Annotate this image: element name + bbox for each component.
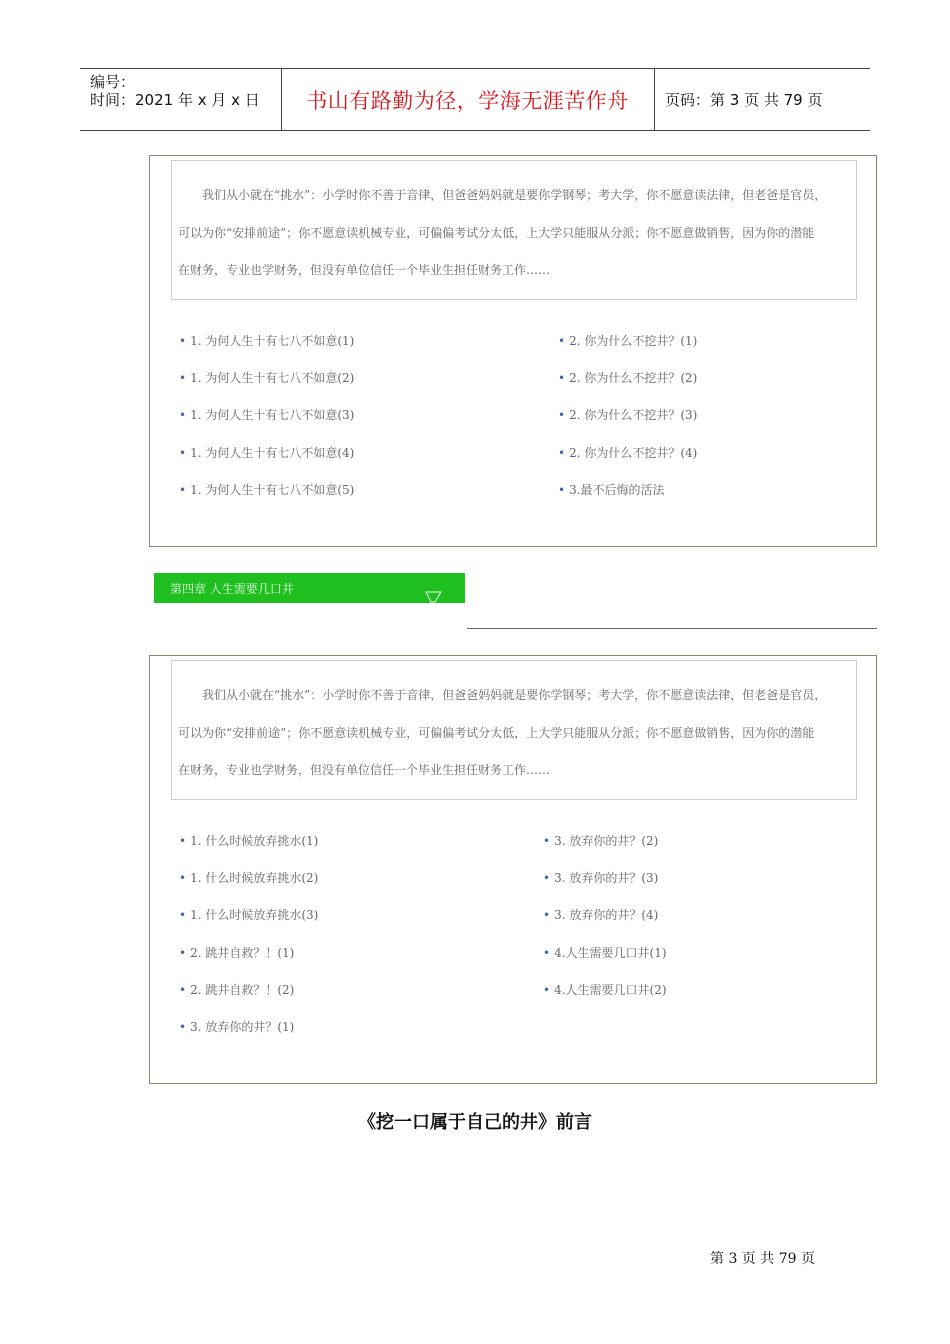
toc-link[interactable]: • 1. 为何人生十有七八不如意(1): [179, 334, 355, 348]
toc-link[interactable]: • 3. 放弃你的井？(1): [179, 1020, 295, 1034]
page-footer: 第 3 页 共 79 页: [710, 1251, 815, 1267]
intro-box: [171, 660, 857, 800]
bullet-icon: •: [179, 834, 187, 848]
bullet-icon: •: [558, 371, 566, 385]
bullet-icon: •: [179, 908, 187, 922]
toc-link[interactable]: • 1. 为何人生十有七八不如意(5): [179, 483, 355, 497]
document-header: [80, 68, 870, 131]
toc-link[interactable]: • 2. 你为什么不挖井？(2): [558, 371, 698, 385]
toc-link[interactable]: • 1. 什么时候放弃挑水(3): [179, 908, 319, 922]
flag-icon: [425, 591, 443, 603]
toc-link[interactable]: • 3. 放弃你的井？(4): [543, 908, 659, 922]
bullet-icon: •: [179, 371, 187, 385]
intro-line: 在财务，专业也学财务，但没有单位信任一个毕业生担任财务工作……: [178, 763, 551, 777]
toc-link[interactable]: • 1. 为何人生十有七八不如意(3): [179, 408, 355, 422]
bullet-icon: •: [543, 871, 551, 885]
divider-line: [467, 628, 877, 629]
bullet-icon: •: [558, 408, 566, 422]
doc-number-label: 编号：: [90, 73, 136, 91]
toc-link[interactable]: • 1. 什么时候放弃挑水(1): [179, 834, 319, 848]
toc-link[interactable]: • 3.最不后悔的活法: [558, 483, 665, 497]
header-page-cell: [655, 69, 870, 130]
toc-card-1: [149, 155, 877, 547]
toc-link[interactable]: • 2. 跳井自救？！(1): [179, 946, 295, 960]
bullet-icon: •: [179, 946, 187, 960]
intro-line: 我们从小就在“挑水”：小学时你不善于音律，但爸爸妈妈就是要你学钢琴；考大学，你不愿意读法律，但老爸是官员，: [202, 188, 827, 202]
toc-link[interactable]: • 2. 你为什么不挖井？(4): [558, 446, 698, 460]
bullet-icon: •: [543, 908, 551, 922]
intro-paragraph: [178, 677, 850, 790]
bullet-icon: •: [543, 834, 551, 848]
doc-time-label: 时间：2021 年 x 月 x 日: [90, 91, 260, 109]
bullet-icon: •: [179, 983, 187, 997]
bullet-icon: •: [558, 334, 566, 348]
toc-card-2: [149, 655, 877, 1084]
bullet-icon: •: [179, 871, 187, 885]
motto-text: 书山有路勤为径，学海无涯苦作舟: [306, 88, 629, 113]
toc-link[interactable]: • 1. 为何人生十有七八不如意(4): [179, 446, 355, 460]
toc-link[interactable]: • 3. 放弃你的井？(2): [543, 834, 659, 848]
bullet-icon: •: [558, 446, 566, 460]
toc-link[interactable]: • 3. 放弃你的井？(3): [543, 871, 659, 885]
bullet-icon: •: [179, 1020, 187, 1034]
intro-line: 可以为你“安排前途”；你不愿意读机械专业，可偏偏考试分太低，上大学只能服从分派；你不愿意做销售，因为你的潜能: [178, 725, 815, 740]
intro-line: 我们从小就在“挑水”：小学时你不善于音律，但爸爸妈妈就是要你学钢琴；考大学，你不愿意读法律，但老爸是官员，: [202, 688, 827, 702]
chapter-title: 第四章 人生需要几口井: [170, 582, 294, 596]
intro-box: [171, 160, 857, 300]
toc-link[interactable]: • 2. 你为什么不挖井？(3): [558, 408, 698, 422]
header-motto-cell: [281, 69, 655, 130]
toc-link[interactable]: • 1. 什么时候放弃挑水(2): [179, 871, 319, 885]
bullet-icon: •: [179, 334, 187, 348]
bullet-icon: •: [179, 408, 187, 422]
intro-paragraph: [178, 177, 850, 290]
header-meta-cell: [80, 69, 282, 130]
toc-link[interactable]: • 2. 你为什么不挖井？(1): [558, 334, 698, 348]
bullet-icon: •: [543, 983, 551, 997]
toc-link[interactable]: • 4.人生需要几口井(1): [543, 946, 667, 960]
toc-link[interactable]: • 4.人生需要几口井(2): [543, 983, 667, 997]
bullet-icon: •: [179, 446, 187, 460]
section-title: 《挖一口属于自己的井》前言: [358, 1112, 592, 1133]
bullet-icon: •: [543, 946, 551, 960]
toc-link[interactable]: • 2. 跳井自救？！(2): [179, 983, 295, 997]
toc-link[interactable]: • 1. 为何人生十有七八不如意(2): [179, 371, 355, 385]
intro-line: 可以为你“安排前途”；你不愿意读机械专业，可偏偏考试分太低，上大学只能服从分派；你不愿意做销售，因为你的潜能: [178, 225, 815, 240]
page-number-label: 页码：第 3 页 共 79 页: [665, 91, 823, 109]
bullet-icon: •: [558, 483, 566, 497]
chapter-heading-bar[interactable]: [154, 573, 465, 603]
bullet-icon: •: [179, 483, 187, 497]
intro-line: 在财务，专业也学财务，但没有单位信任一个毕业生担任财务工作……: [178, 263, 551, 277]
